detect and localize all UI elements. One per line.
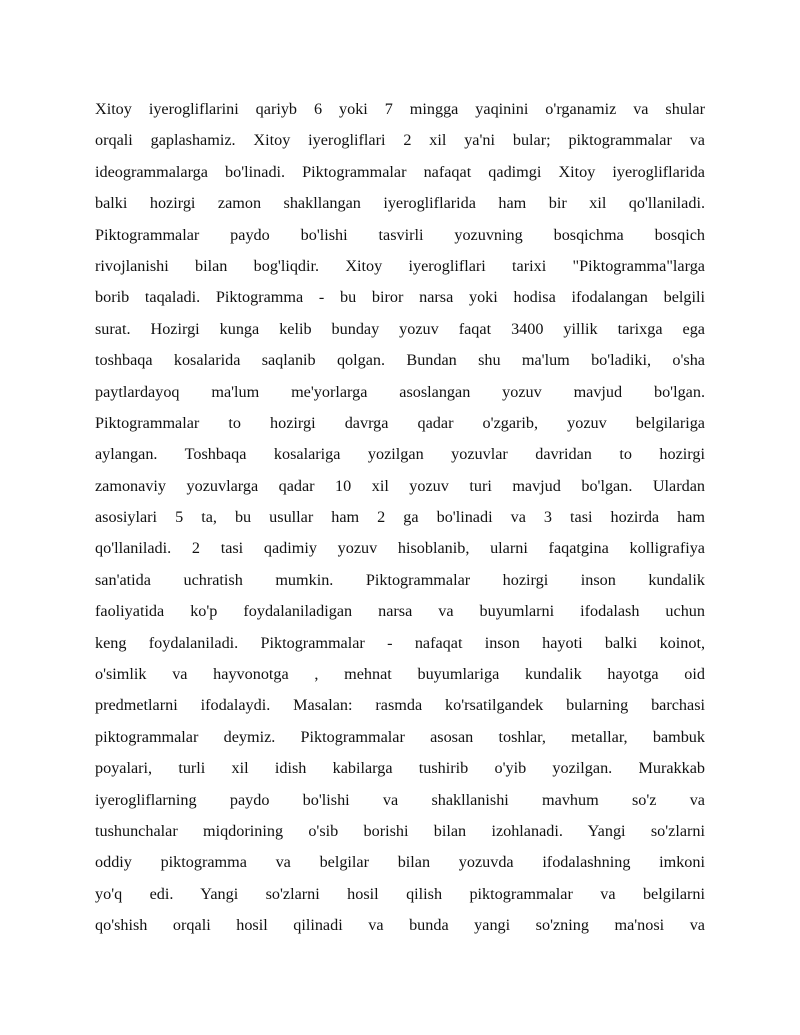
text-line: ideogrammalarga bo'linadi. Piktogrammalar nafaqat qadimgi Xitoy iyerogliflarida — [95, 162, 705, 181]
text-line: Piktogrammalar to hozirgi davrga qadar o'zgarib, yozuv belgilariga — [95, 413, 705, 432]
text-line: borib taqaladi. Piktogramma - bu biror narsa yoki hodisa ifodalangan belgili — [95, 288, 705, 307]
text-line: tushunchalar miqdorining o'sib borishi bilan izohlanadi. Yangi so'zlarni — [95, 821, 705, 840]
text-line: poyalari, turli xil idish kabilarga tushirib o'yib yozilgan. Murakkab — [95, 759, 705, 778]
text-line: rivojlanishi bilan bog'liqdir. Xitoy iyerogliflari tarixi "Piktogramma"larga — [95, 256, 705, 275]
text-line: balki hozirgi zamon shakllangan iyerogliflarida ham bir xil qo'llaniladi. — [95, 194, 705, 213]
text-line: qo'shish orqali hosil qilinadi va bunda yangi so'zning ma'nosi va — [95, 916, 705, 935]
text-line: san'atida uchratish mumkin. Piktogrammalar hozirgi inson kundalik — [95, 570, 705, 589]
text-line: piktogrammalar deymiz. Piktogrammalar asosan toshlar, metallar, bambuk — [95, 727, 705, 746]
text-line: aylangan. Toshbaqa kosalariga yozilgan yozuvlar davridan to hozirgi — [95, 445, 705, 464]
text-line: o'simlik va hayvonotga , mehnat buyumlariga kundalik hayotga oid — [95, 665, 705, 684]
text-line: iyerogliflarning paydo bo'lishi va shakllanishi mavhum so'z va — [95, 790, 705, 809]
body-text — [95, 94, 705, 942]
text-line: paytlardayoq ma'lum me'yorlarga asoslangan yozuv mavjud bo'lgan. — [95, 382, 705, 401]
text-line: yo'q edi. Yangi so'zlarni hosil qilish piktogrammalar va belgilarni — [95, 884, 705, 903]
text-line: surat. Hozirgi kunga kelib bunday yozuv faqat 3400 yillik tarixga ega — [95, 319, 705, 338]
text-line: Xitoy iyerogliflarini qariyb 6 yoki 7 mingga yaqinini o'rganamiz va shular — [95, 100, 705, 118]
text-line: orqali gaplashamiz. Xitoy iyerogliflari 2 xil ya'ni bular; piktogrammalar va — [95, 131, 705, 150]
text-line: predmetlarni ifodalaydi. Masalan: rasmda ko'rsatilgandek bularning barchasi — [95, 696, 705, 715]
text-line: faoliyatida ko'p foydalaniladigan narsa va buyumlarni ifodalash uchun — [95, 602, 705, 621]
text-line: Piktogrammalar paydo bo'lishi tasvirli yozuvning bosqichma bosqich — [95, 225, 705, 244]
text-line: zamonaviy yozuvlarga qadar 10 xil yozuv turi mavjud bo'lgan. Ulardan — [95, 476, 705, 495]
text-line: asosiylari 5 ta, bu usullar ham 2 ga bo'linadi va 3 tasi hozirda ham — [95, 508, 705, 527]
text-line: toshbaqa kosalarida saqlanib qolgan. Bundan shu ma'lum bo'ladiki, o'sha — [95, 351, 705, 370]
text-line: qo'llaniladi. 2 tasi qadimiy yozuv hisoblanib, ularni faqatgina kolligrafiya — [95, 539, 705, 558]
text-line: keng foydalaniladi. Piktogrammalar - nafaqat inson hayoti balki koinot, — [95, 633, 705, 652]
text-line: oddiy piktogramma va belgilar bilan yozuvda ifodalashning imkoni — [95, 853, 705, 872]
